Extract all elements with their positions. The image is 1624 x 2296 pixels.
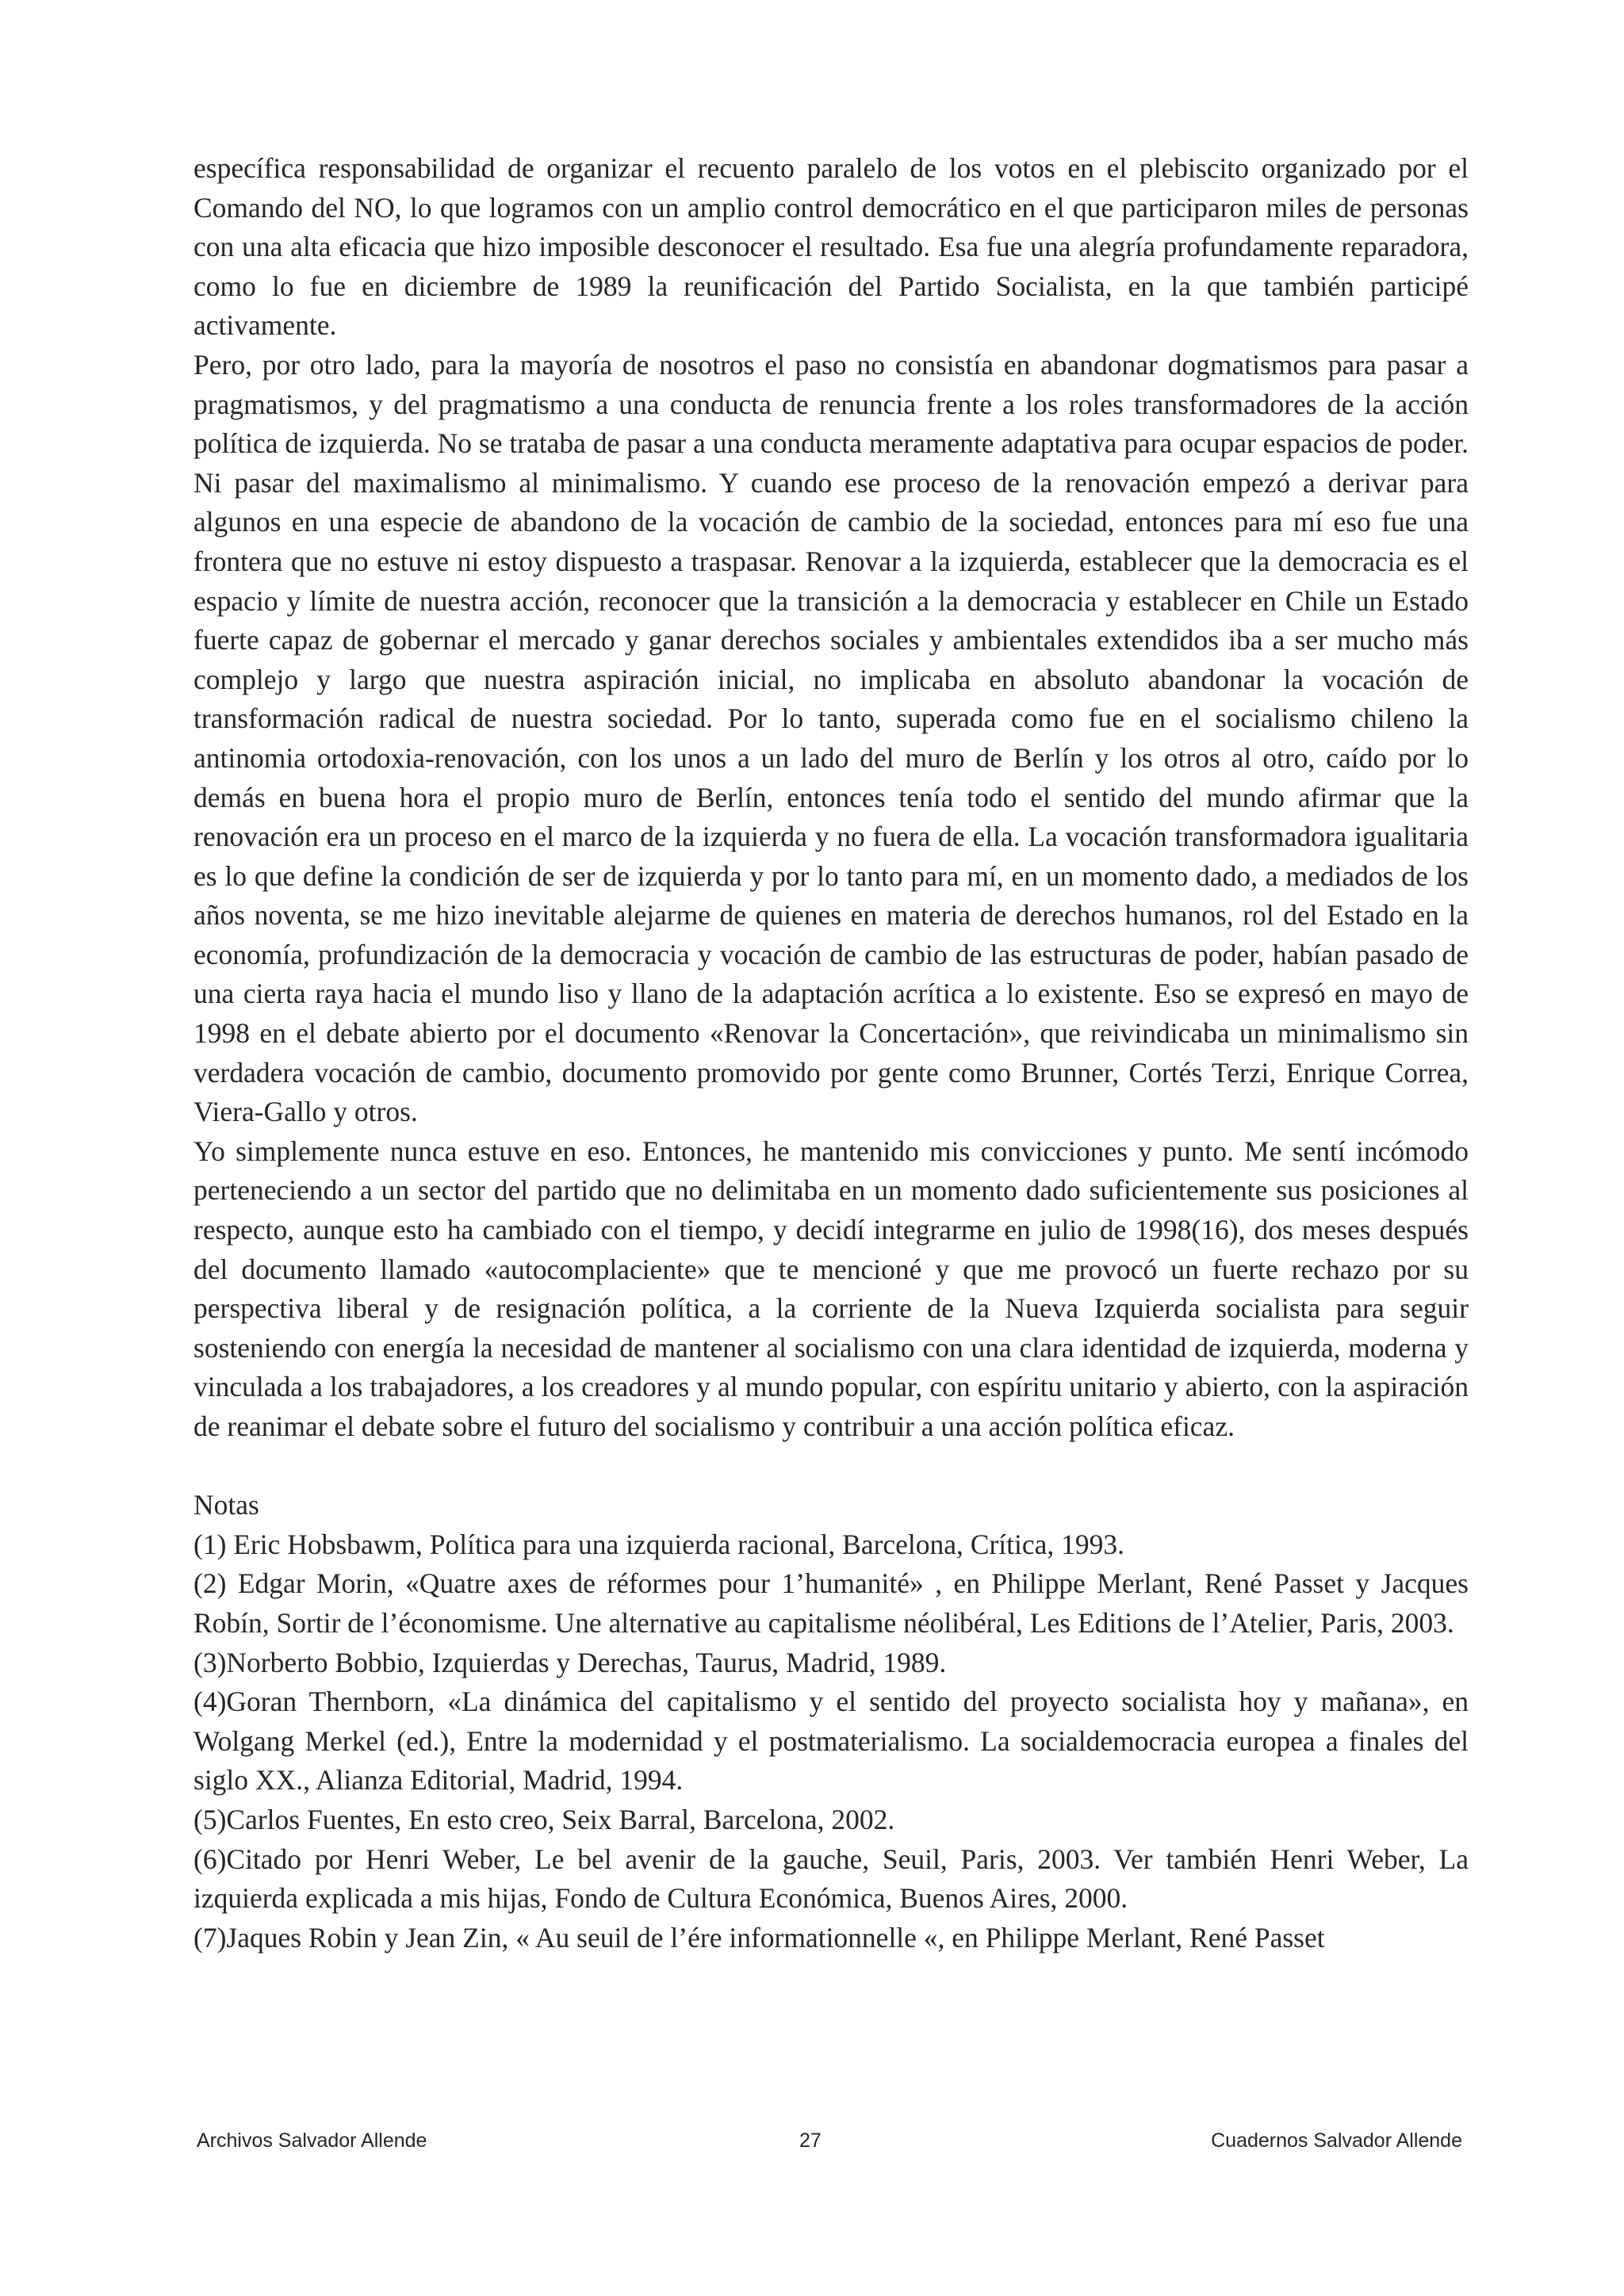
footer-left-title: Archivos Salvador Allende [197, 2130, 427, 2152]
footer-right-title: Cuadernos Salvador Allende [1211, 2130, 1462, 2152]
page-number: 27 [799, 2130, 822, 2152]
page-footer [193, 2130, 1469, 2161]
footnote: (5)Carlos Fuentes, En esto creo, Seix Barral, Barcelona, 2002. [193, 1803, 895, 1835]
paragraph: específica responsabilidad de organizar el recuento paralelo de los votos en el plebiscito organizado por el Comando del NO, lo que logramos con un amplio control democrático en el que participaron miles de personas con una alta eficacia que hizo imposible desconocer el resultado. Esa fue una alegría profundamente reparadora, como lo fue en diciembre de 1989 la reunificación del Partido Socialista, en la que también participé activamente. [193, 152, 1469, 342]
footnote: (2) Edgar Morin, «Quatre axes de réformes pour 1’humanité» , en Philippe Merlant, René Passet y Jacques Robín, Sortir de l’économisme. Une alternative au capitalisme néolibéral, Les Editions de l’Atelier, Paris, 2003. [193, 1567, 1469, 1639]
footnote: (1) Eric Hobsbawm, Política para una izquierda racional, Barcelona, Crítica, 1993. [193, 1528, 1125, 1560]
paragraph: Pero, por otro lado, para la mayoría de nosotros el paso no consistía en abandonar dogmatismos para pasar a pragmatismos, y del pragmatismo a una conducta de renuncia frente a los roles transformadores de la acción política de izquierda. No se trataba de pasar a una conducta meramente adaptativa para ocupar espacios de poder. Ni pasar del maximalismo al minimalismo. Y cuando ese proceso de la renovación empezó a derivar para algunos en una especie de abandono de la vocación de cambio de la sociedad, entonces para mí eso fue una frontera que no estuve ni estoy dispuesto a traspasar. Renovar a la izquierda, establecer que la democracia es el espacio y límite de nuestra acción, reconocer que la transición a la democracia y establecer en Chile un Estado fuerte capaz de gobernar el mercado y ganar derechos sociales y ambientales extendidos iba a ser mucho más complejo y largo que nuestra aspiración inicial, no implicaba en absoluto abandonar la vocación de transformación radical de nuestra sociedad. Por lo tanto, superada como fue en el socialismo chileno la antinomia ortodoxia-renovación, con los unos a un lado del muro de Berlín y los otros al otro, caído por lo demás en buena hora el propio muro de Berlín, entonces tenía todo el sentido del mundo afirmar que la renovación era un proceso en el marco de la izquierda y no fuera de ella. La vocación transformadora igualitaria es lo que define la condición de ser de izquierda y por lo tanto para mí, en un momento dado, a mediados de los años noventa, se me hizo inevitable alejarme de quienes en materia de derechos humanos, rol del Estado en la economía, profundización de la democracia y vocación de cambio de las estructuras de poder, habían pasado de una cierta raya hacia el mundo liso y llano de la adaptación acrítica a lo existente. Eso se expresó en mayo de 1998 en el debate abierto por el documento «Renovar la Concertación», que reivindicaba un minimalismo sin verdadera vocación de cambio, documento promovido por gente como Brunner, Cortés Terzi, Enrique Correa, Viera-Gallo y otros. [193, 348, 1469, 1128]
footnote: (4)Goran Thernborn, «La dinámica del capitalismo y el sentido del proyecto socialista hoy y mañana», en Wolgang Merkel (ed.), Entre la modernidad y el postmaterialismo. La socialdemocracia europea a finales del siglo XX., Alianza Editorial, Madrid, 1994. [193, 1686, 1469, 1797]
footnote: (7)Jaques Robin y Jean Zin, « Au seuil de l’ére informationnelle «, en Philippe Merlant, René Passet [193, 1921, 1325, 1954]
footnote: (6)Citado por Henri Weber, Le bel avenir de la gauche, Seuil, Paris, 2003. Ver también Henri Weber, La izquierda explicada a mis hijas, Fondo de Cultura Económica, Buenos Aires, 2000. [193, 1843, 1469, 1915]
notes-heading: Notas [193, 1489, 259, 1521]
main-text [193, 149, 1469, 1957]
paragraph: Yo simplemente nunca estuve en eso. Entonces, he mantenido mis convicciones y punto. Me sentí incómodo perteneciendo a un sector del partido que no delimitaba en un momento dado suficientemente sus posiciones al respecto, aunque esto ha cambiado con el tiempo, y decidí integrarme en julio de 1998(16), dos meses después del documento llamado «autocomplaciente» que te mencioné y que me provocó un fuerte rechazo por su perspectiva liberal y de resignación política, a la corriente de la Nueva Izquierda socialista para seguir sosteniendo con energía la necesidad de mantener al socialismo con una clara identidad de izquierda, moderna y vinculada a los trabajadores, a los creadores y al mundo popular, con espíritu unitario y abierto, con la aspiración de reanimar el debate sobre el futuro del socialismo y contribuir a una acción política eficaz. [193, 1135, 1469, 1442]
footnote: (3)Norberto Bobbio, Izquierdas y Derechas, Taurus, Madrid, 1989. [193, 1646, 947, 1678]
